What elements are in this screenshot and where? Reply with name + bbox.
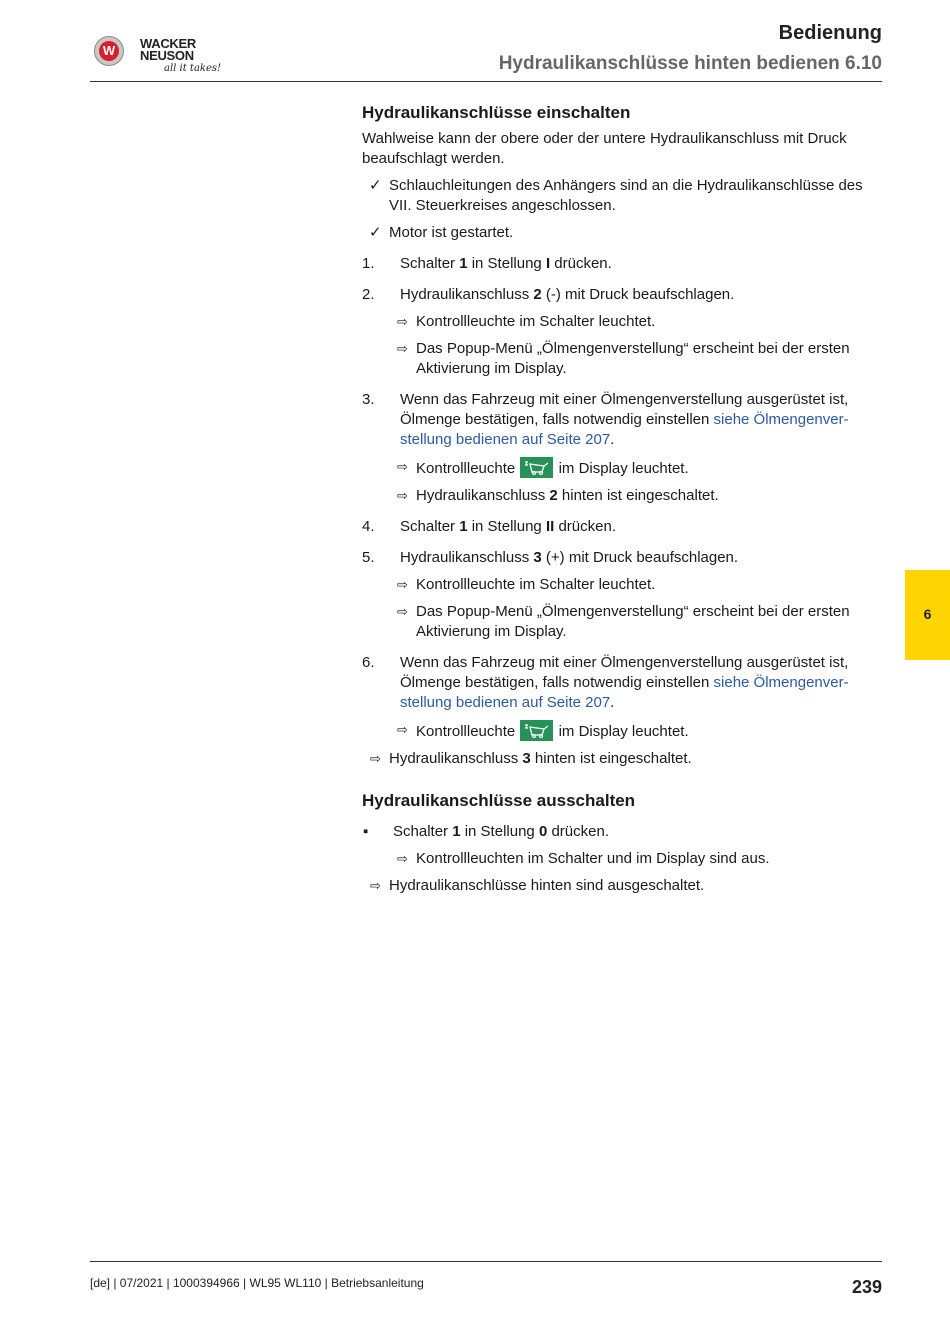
- prerequisite-item: [362, 223, 882, 243]
- step-number: 2.: [362, 286, 375, 303]
- step-number: 4.: [362, 518, 375, 535]
- logo-wordmark: [140, 38, 196, 62]
- result-text: Das Popup-Menü „Ölmengenverstellung“ erscheint bei der ersten Aktivierung im Display.: [416, 340, 850, 377]
- bullet-icon: ▪: [363, 823, 369, 840]
- arrow-right-icon: ⇨: [397, 851, 408, 866]
- step-bold: 1: [452, 823, 461, 840]
- logo-tagline: all it takes!: [164, 63, 222, 74]
- section-heading-on: Hydraulikanschlüsse einschalten: [362, 103, 631, 122]
- step-bold: 1: [459, 255, 468, 272]
- result-text: Hydraulikanschluss: [416, 487, 550, 504]
- result-text: Kontrollleuchte: [416, 723, 520, 740]
- step-result: [362, 457, 882, 479]
- prerequisite-text: Schlauchleitungen des Anhängers sind an die Hydraulikanschlüsse des VII. Steuerkreises angeschlossen.: [389, 177, 863, 214]
- arrow-right-icon: ⇨: [397, 488, 408, 503]
- step-text: .: [610, 431, 615, 448]
- result-text: im Display leuchtet.: [554, 723, 689, 740]
- result-text: hinten ist eingeschaltet.: [557, 487, 719, 504]
- step-text: .: [610, 694, 615, 711]
- step-result: [362, 849, 882, 869]
- step-5: [362, 548, 882, 568]
- step-text: Hydraulikanschluss: [400, 549, 534, 566]
- step-result: [362, 575, 882, 595]
- result-text: Kontrollleuchte im Schalter leuchtet.: [416, 313, 656, 330]
- step-number: 3.: [362, 391, 375, 408]
- step-3: [362, 390, 882, 450]
- hydraulic-indicator-icon: [520, 457, 553, 478]
- arrow-right-icon: ⇨: [397, 722, 408, 737]
- header-section-title: Bedienung: [778, 22, 882, 44]
- step-result: [362, 720, 882, 742]
- result-text: Kontrollleuchten im Schalter und im Display sind aus.: [416, 850, 770, 867]
- step-number: 6.: [362, 654, 375, 671]
- result-bold: 3: [522, 750, 531, 767]
- logo-mark: [94, 36, 124, 66]
- step-text: Schalter: [400, 255, 460, 272]
- step-text: (-) mit Druck beaufschlagen.: [541, 286, 735, 303]
- logo-line2: NEUSON: [140, 48, 194, 63]
- bullet-step: [362, 822, 882, 842]
- result-text: Kontrollleuchte im Schalter leuchtet.: [416, 576, 656, 593]
- checkmark-icon: ✓: [369, 224, 382, 241]
- result-text: Kontrollleuchte: [416, 460, 520, 477]
- prerequisite-text: Motor ist gestartet.: [389, 224, 514, 241]
- logo-line1: WACKER: [140, 36, 196, 51]
- step-bold: II: [545, 518, 555, 535]
- chapter-tab: [905, 570, 950, 660]
- result-text: Hydraulikanschlüsse hinten sind ausgeschaltet.: [389, 877, 705, 894]
- step-number: 5.: [362, 549, 375, 566]
- arrow-right-icon: ⇨: [370, 878, 381, 893]
- step-text: Schalter: [393, 823, 453, 840]
- step-4: [362, 517, 882, 537]
- result-text: hinten ist eingeschaltet.: [530, 750, 692, 767]
- step-text: in Stellung: [460, 823, 539, 840]
- header-divider: [90, 81, 882, 82]
- result-text: im Display leuchtet.: [554, 460, 689, 477]
- step-number: 1.: [362, 255, 375, 272]
- cross-reference-link[interactable]: siehe Ölmengenver-stellung bedienen auf Seite 207: [400, 411, 849, 448]
- main-content: [362, 103, 882, 896]
- chapter-tab-label: 6: [923, 606, 932, 622]
- step-text: in Stellung: [467, 255, 546, 272]
- arrow-right-icon: ⇨: [397, 604, 408, 619]
- step-bold: 2: [533, 286, 542, 303]
- footer-divider: [90, 1261, 882, 1262]
- step-text: (+) mit Druck beaufschlagen.: [541, 549, 739, 566]
- arrow-right-icon: ⇨: [397, 314, 408, 329]
- step-text: Schalter: [400, 518, 460, 535]
- step-text: drücken.: [554, 518, 616, 535]
- arrow-right-icon: ⇨: [397, 459, 408, 474]
- final-result: [362, 876, 882, 896]
- step-result: [362, 602, 882, 642]
- step-6: [362, 653, 882, 713]
- cross-reference-link[interactable]: siehe Ölmengenver-stellung bedienen auf Seite 207: [400, 674, 849, 711]
- step-bold: I: [545, 255, 551, 272]
- step-bold: 0: [538, 823, 548, 840]
- arrow-right-icon: ⇨: [397, 577, 408, 592]
- step-text: Wenn das Fahrzeug mit einer Ölmengenverstellung ausgerüstet ist, Ölmenge bestätigen, falls notwendig einstellen: [400, 654, 849, 691]
- section-heading-off: Hydraulikanschlüsse ausschalten: [362, 791, 636, 810]
- step-text: Wenn das Fahrzeug mit einer Ölmengenverstellung ausgerüstet ist, Ölmenge bestätigen, falls notwendig einstellen: [400, 391, 849, 428]
- prerequisite-item: [362, 176, 882, 216]
- step-text: Hydraulikanschluss: [400, 286, 534, 303]
- final-result: [362, 749, 882, 769]
- logo-w: W: [99, 41, 119, 61]
- step-result: [362, 312, 882, 332]
- checkmark-icon: ✓: [369, 177, 382, 194]
- result-text: Hydraulikanschluss: [389, 750, 523, 767]
- header-chapter-title: Hydraulikanschlüsse hinten bedienen 6.10: [498, 53, 882, 74]
- footer-info: [de] | 07/2021 | 1000394966 | WL95 WL110 | Betriebsanleitung: [90, 1276, 424, 1290]
- arrow-right-icon: ⇨: [397, 341, 408, 356]
- step-2: [362, 285, 882, 305]
- result-text: Das Popup-Menü „Ölmengenverstellung“ erscheint bei der ersten Aktivierung im Display.: [416, 603, 850, 640]
- step-1: [362, 254, 882, 274]
- hydraulic-indicator-icon: [520, 720, 553, 741]
- step-text: in Stellung: [467, 518, 546, 535]
- page-number: 239: [851, 1277, 882, 1297]
- result-bold: 2: [549, 487, 558, 504]
- step-result: [362, 339, 882, 379]
- wacker-neuson-logo: [94, 36, 224, 78]
- intro-text: Wahlweise kann der obere oder der untere Hydraulikanschluss mit Druck beaufschlagt werden.: [362, 130, 847, 167]
- step-text: drücken.: [547, 823, 609, 840]
- step-text: drücken.: [550, 255, 612, 272]
- arrow-right-icon: ⇨: [370, 751, 381, 766]
- step-result: [362, 486, 882, 506]
- step-bold: 3: [533, 549, 542, 566]
- step-bold: 1: [459, 518, 468, 535]
